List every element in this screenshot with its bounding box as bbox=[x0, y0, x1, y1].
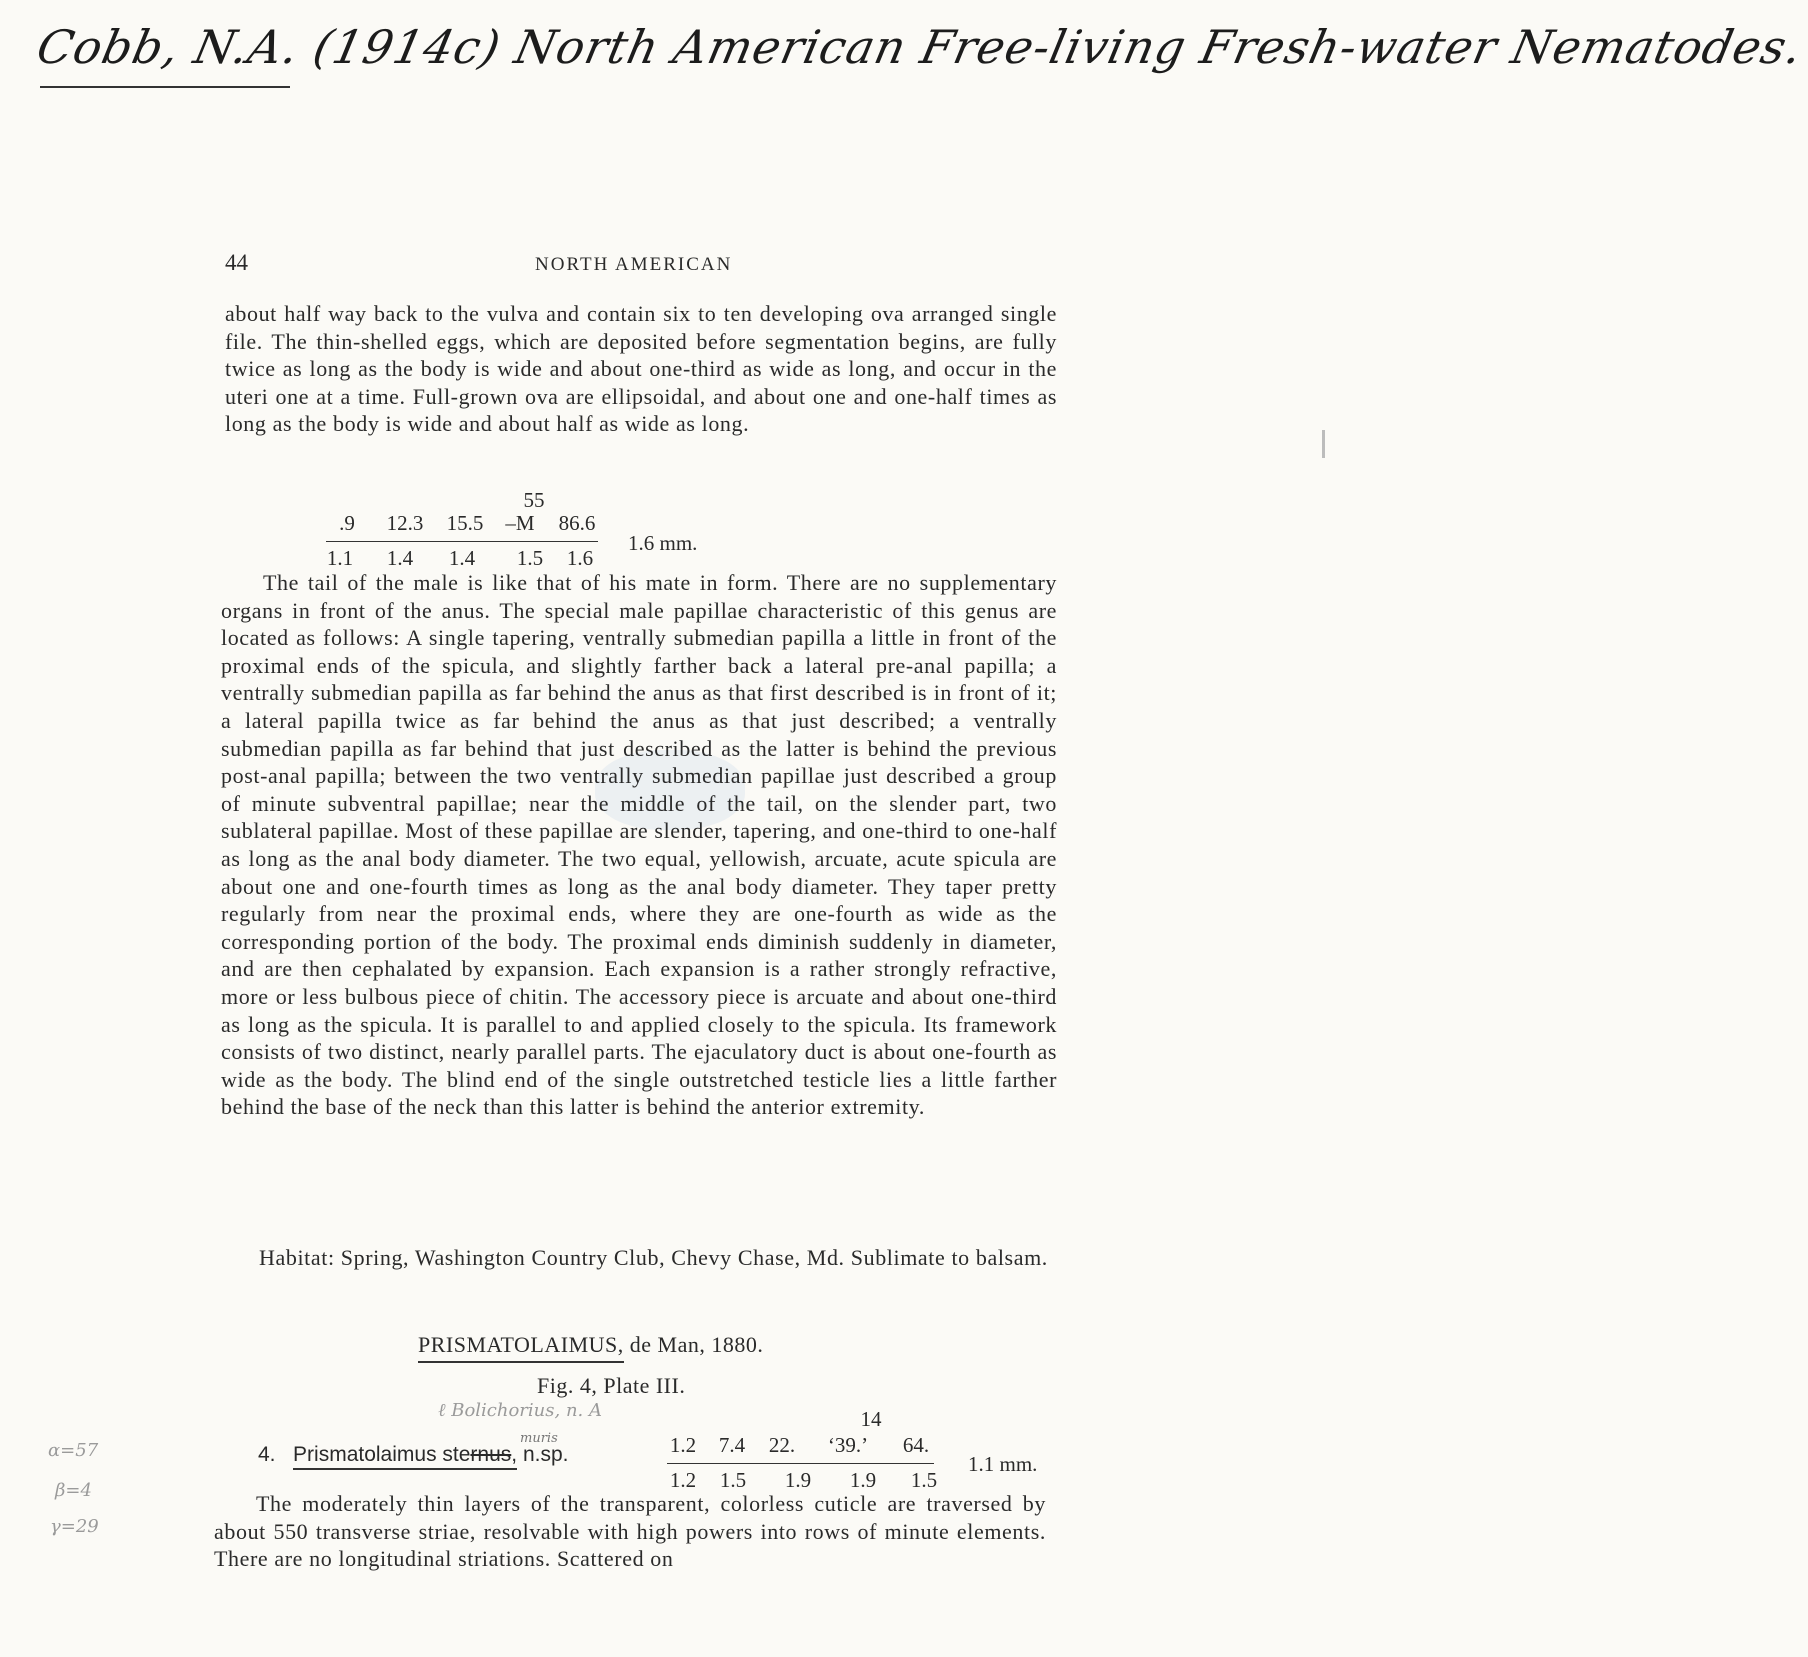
species-name: Prismatolaimus sternus, bbox=[293, 1443, 517, 1470]
formula-bottom-cell: 1.5 bbox=[719, 1468, 747, 1492]
genus-name: PRISMATOLAIMUS, bbox=[418, 1332, 624, 1363]
formula-top-cell: 22. bbox=[768, 1433, 796, 1457]
figure-reference: Fig. 4, Plate III. bbox=[537, 1373, 686, 1398]
handwritten-underline bbox=[40, 86, 290, 88]
formula-bottom-cell: 1.9 bbox=[849, 1468, 877, 1492]
formula-bottom-cell: 1.6 bbox=[566, 546, 594, 570]
formula-bottom-cell: 1.9 bbox=[784, 1468, 812, 1492]
formula-top-cell: 15.5 bbox=[446, 511, 484, 535]
formula-bottom-cell: 1.5 bbox=[910, 1468, 938, 1492]
formula-top-cell: ‘39.’ bbox=[827, 1433, 869, 1457]
species-note: n.sp. bbox=[522, 1443, 569, 1466]
formula-bottom-cell: 1.4 bbox=[386, 546, 414, 570]
species-struck: rnus bbox=[470, 1443, 512, 1466]
pencil-note: ℓ Bolichorius, n. A bbox=[438, 1400, 602, 1421]
paragraph-male-tail: The tail of the male is like that of his mate in form. There are no supplementary organs in front of the anus. The special male papillae characteristic of this genus are located as follows: A single tapering, ventrally submedian papilla a little in front of the proximal ends of the spicula, and slightly farther back a lateral pre-anal papilla; a ventrally submedian papilla as far behind the anus as that first described is in front of it; a lateral papilla twice as far behind the anus as that just described; a ventrally submedian papilla as far behind that just described as the latter is behind the previous post-anal papilla; between the two ventrally submedian papillae just described a group of minute subventral papillae; near the middle of the tail, on the slender part, two sublateral papillae. Most of these papillae are slender, tapering, and one-third to one-half as long as the anal body diameter. The two equal, yellowish, arcuate, acute spicula are about one and one-fourth times as long as the anal body diameter. They taper pretty regularly from near the proximal ends, where they are one-fourth as wide as the corresponding portion of the body. The proximal ends diminish suddenly in diameter, and are then cephalated by expansion. Each expansion is a rather strongly refractive, more or less bulbous piece of chitin. The accessory piece is arcuate and about one-third as long as the spicula. It is parallel to and applied closely to the spicula. Its framework consists of two distinct, nearly parallel parts. The ejaculatory duct is about one-fourth as wide as the body. The blind end of the single outstretched testicle lies a little farther behind the base of the neck than this latter is behind the anterior extremity. bbox=[221, 570, 1057, 1120]
formula-top-cell: .9 bbox=[339, 511, 355, 535]
handwritten-citation: Cobb, N.A. (1914c) North American Free-living Fresh-water Nematodes. bbox=[32, 20, 1808, 74]
running-head: NORTH AMERICAN bbox=[535, 254, 733, 275]
formula-bottom-cell: 1.4 bbox=[448, 546, 476, 570]
formula-rule bbox=[326, 541, 598, 542]
formula-result: 1.1 mm. bbox=[968, 1452, 1038, 1476]
page-number: 44 bbox=[225, 250, 248, 275]
genus-heading bbox=[418, 1332, 763, 1363]
species-heading bbox=[258, 1443, 569, 1467]
pencil-margin-alpha: α=57 bbox=[48, 1440, 99, 1461]
pencil-above-species: muris bbox=[520, 1431, 558, 1446]
formula-top-cell: 12.3 bbox=[386, 511, 424, 535]
species-number: 4. bbox=[258, 1443, 276, 1466]
paragraph-cuticle: The moderately thin layers of the transparent, colorless cuticle are traversed by about 550 transverse striae, resolvable with high powers into rows of minute elements. There are no longitudinal striations. Scattered on bbox=[214, 1491, 1046, 1572]
right-edge-mark bbox=[1322, 430, 1325, 458]
formula-bottom-cell: 1.5 bbox=[516, 546, 544, 570]
formula-bottom-cell: 1.2 bbox=[669, 1468, 697, 1492]
pencil-margin-gamma: γ=29 bbox=[50, 1516, 99, 1537]
formula-above: 14 bbox=[860, 1407, 882, 1431]
paragraph-habitat: Habitat: Spring, Washington Country Club, Chevy Chase, Md. Sublimate to balsam. bbox=[259, 1245, 1048, 1270]
formula-top-cell: 1.2 bbox=[669, 1433, 697, 1457]
formula-top-cell: 86.6 bbox=[558, 511, 596, 535]
formula-result: 1.6 mm. bbox=[628, 531, 698, 555]
paragraph-ova: about half way back to the vulva and contain six to ten developing ova arranged single file. The thin-shelled eggs, which are deposited before segmentation begins, are fully twice as long as the body is wide and about one-third as wide as long, and occur in the uteri one at a time. Full-grown ova are ellipsoidal, and about one and one-half times as long as the body is wide and about half as wide as long. bbox=[225, 301, 1057, 437]
formula-top-cell: 64. bbox=[902, 1433, 930, 1457]
formula-top-cell: –M bbox=[505, 511, 535, 535]
formula-bottom-cell: 1.1 bbox=[326, 546, 354, 570]
formula-above: 55 bbox=[523, 488, 545, 512]
pencil-margin-beta: β=4 bbox=[55, 1480, 92, 1501]
genus-author: de Man, 1880. bbox=[629, 1332, 764, 1357]
formula-top-cell: 7.4 bbox=[718, 1433, 746, 1457]
formula-rule bbox=[667, 1463, 934, 1464]
